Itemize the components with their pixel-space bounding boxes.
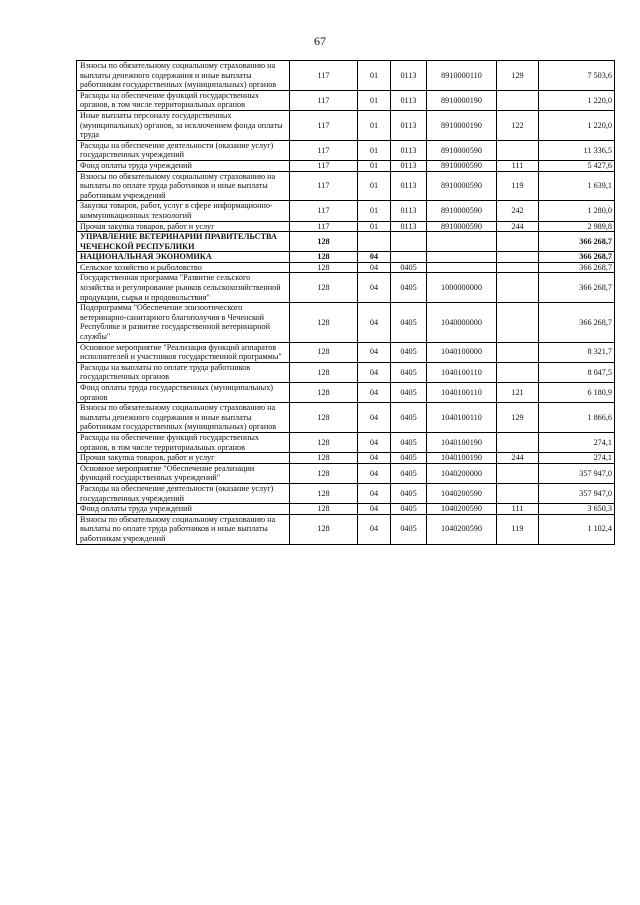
amount-cell: 3 650,3 (539, 504, 615, 515)
subsection-code-cell: 0113 (391, 61, 427, 91)
budget-table (76, 60, 615, 545)
expense-type-code-cell: 129 (497, 61, 539, 91)
row-name-cell: Основное мероприятие "Реализация функций аппаратов исполнителей и участников государственной программы" (77, 342, 290, 362)
ministry-code-cell: 128 (290, 342, 358, 362)
subsection-code-cell: 0405 (391, 273, 427, 303)
section-code-cell: 04 (358, 514, 391, 544)
amount-cell: 366 268,7 (539, 303, 615, 342)
subsection-code-cell (391, 232, 427, 252)
section-code-cell: 01 (358, 140, 391, 160)
expense-type-code-cell (497, 140, 539, 160)
expense-type-code-cell: 129 (497, 403, 539, 433)
expense-type-code-cell: 119 (497, 514, 539, 544)
subsection-code-cell: 0405 (391, 262, 427, 273)
section-code-cell: 04 (358, 273, 391, 303)
expense-type-code-cell (497, 252, 539, 263)
target-item-code-cell: 1040100190 (427, 453, 497, 464)
subsection-code-cell: 0113 (391, 160, 427, 171)
amount-cell: 357 947,0 (539, 463, 615, 483)
table-row (77, 262, 615, 273)
expense-type-code-cell: 121 (497, 383, 539, 403)
ministry-code-cell: 128 (290, 453, 358, 464)
ministry-code-cell: 117 (290, 140, 358, 160)
row-name-cell: Подпрограмма "Обеспечение эпизоотического ветеринарно-санитарного благополучия в Чеченской Республике и развитие государственной ветеринарной службы" (77, 303, 290, 342)
table-row (77, 504, 615, 515)
table-row (77, 432, 615, 452)
target-item-code-cell: 1040100190 (427, 432, 497, 452)
table-row (77, 273, 615, 303)
target-item-code-cell: 1040100000 (427, 342, 497, 362)
subsection-code-cell: 0405 (391, 383, 427, 403)
amount-cell: 1 220,0 (539, 110, 615, 140)
ministry-code-cell: 117 (290, 221, 358, 232)
amount-cell: 8 047,5 (539, 362, 615, 382)
table-row (77, 483, 615, 503)
section-code-cell: 04 (358, 303, 391, 342)
ministry-code-cell: 117 (290, 90, 358, 110)
section-code-cell: 04 (358, 453, 391, 464)
target-item-code-cell: 8910000190 (427, 110, 497, 140)
subsection-code-cell: 0113 (391, 90, 427, 110)
table-row (77, 110, 615, 140)
amount-cell: 1 639,1 (539, 171, 615, 201)
amount-cell: 11 336,5 (539, 140, 615, 160)
ministry-code-cell: 128 (290, 432, 358, 452)
amount-cell: 1 866,6 (539, 403, 615, 433)
row-name-cell: Взносы по обязательному социальному страхованию на выплаты денежного содержания и иные выплаты работникам государственных (муниципальных) органов (77, 403, 290, 433)
row-name-cell: Расходы на выплаты по оплате труда работников государственных органов (77, 362, 290, 382)
table-row (77, 463, 615, 483)
section-code-cell: 01 (358, 171, 391, 201)
subsection-code-cell: 0113 (391, 201, 427, 221)
target-item-code-cell: 1040200590 (427, 483, 497, 503)
table-row (77, 201, 615, 221)
target-item-code-cell: 1040000000 (427, 303, 497, 342)
expense-type-code-cell: 244 (497, 221, 539, 232)
target-item-code-cell: 1000000000 (427, 273, 497, 303)
table-row (77, 514, 615, 544)
section-code-cell: 04 (358, 262, 391, 273)
subsection-code-cell: 0113 (391, 221, 427, 232)
row-name-cell: Прочая закупка товаров, работ и услуг (77, 453, 290, 464)
target-item-code-cell: 1040200590 (427, 514, 497, 544)
ministry-code-cell: 117 (290, 61, 358, 91)
section-code-cell: 01 (358, 110, 391, 140)
table-row (77, 403, 615, 433)
ministry-code-cell: 128 (290, 252, 358, 263)
amount-cell: 5 427,6 (539, 160, 615, 171)
target-item-code-cell (427, 252, 497, 263)
ministry-code-cell: 128 (290, 232, 358, 252)
subsection-code-cell: 0405 (391, 463, 427, 483)
page-number: 67 (314, 34, 326, 48)
target-item-code-cell: 8910000590 (427, 221, 497, 232)
ministry-code-cell: 128 (290, 483, 358, 503)
section-code-cell: 04 (358, 432, 391, 452)
table-row (77, 171, 615, 201)
ministry-code-cell: 128 (290, 463, 358, 483)
section-code-cell: 04 (358, 483, 391, 503)
row-name-cell: Сельское хозяйство и рыболовство (77, 262, 290, 273)
subsection-code-cell: 0405 (391, 483, 427, 503)
section-code-cell: 04 (358, 342, 391, 362)
amount-cell: 366 268,7 (539, 232, 615, 252)
expense-type-code-cell (497, 273, 539, 303)
target-item-code-cell: 8910000590 (427, 201, 497, 221)
section-code-cell: 01 (358, 90, 391, 110)
section-code-cell: 01 (358, 201, 391, 221)
row-name-cell: Фонд оплаты труда государственных (муниципальных) органов (77, 383, 290, 403)
target-item-code-cell: 8910000590 (427, 160, 497, 171)
amount-cell: 8 321,7 (539, 342, 615, 362)
ministry-code-cell: 128 (290, 504, 358, 515)
amount-cell: 1 220,0 (539, 90, 615, 110)
row-name-cell: Государственная программа "Развитие сельского хозяйства и регулирование рынков сельскохозяйственной продукции, сырья и продовольствия" (77, 273, 290, 303)
row-name-cell: НАЦИОНАЛЬНАЯ ЭКОНОМИКА (77, 252, 290, 263)
expense-type-code-cell: 242 (497, 201, 539, 221)
expense-type-code-cell (497, 463, 539, 483)
ministry-code-cell: 117 (290, 110, 358, 140)
amount-cell: 1 280,0 (539, 201, 615, 221)
expense-type-code-cell: 111 (497, 160, 539, 171)
ministry-code-cell: 128 (290, 403, 358, 433)
subsection-code-cell: 0113 (391, 110, 427, 140)
row-name-cell: Расходы на обеспечение деятельности (оказание услуг) государственных учреждений (77, 140, 290, 160)
ministry-code-cell: 128 (290, 303, 358, 342)
ministry-code-cell: 128 (290, 383, 358, 403)
target-item-code-cell: 1040100110 (427, 383, 497, 403)
target-item-code-cell: 1040200590 (427, 504, 497, 515)
target-item-code-cell (427, 232, 497, 252)
row-name-cell: Расходы на обеспечение функций государственных органов, в том числе территориальных органов (77, 90, 290, 110)
subsection-code-cell: 0405 (391, 303, 427, 342)
row-name-cell: Расходы на обеспечение деятельности (оказание услуг) государственных учреждений (77, 483, 290, 503)
section-code-cell: 01 (358, 160, 391, 171)
table-row (77, 160, 615, 171)
ministry-code-cell: 128 (290, 262, 358, 273)
ministry-code-cell: 117 (290, 171, 358, 201)
row-name-cell: Закупка товаров, работ, услуг в сфере информационно-коммуникационных технологий (77, 201, 290, 221)
subsection-code-cell: 0405 (391, 453, 427, 464)
expense-type-code-cell: 244 (497, 453, 539, 464)
amount-cell: 6 180,9 (539, 383, 615, 403)
expense-type-code-cell (497, 362, 539, 382)
target-item-code-cell: 1040200000 (427, 463, 497, 483)
expense-type-code-cell (497, 232, 539, 252)
row-name-cell: Взносы по обязательному социальному страхованию на выплаты денежного содержания и иные выплаты работникам государственных (муниципальных) органов (77, 61, 290, 91)
ministry-code-cell: 117 (290, 201, 358, 221)
row-name-cell: Прочая закупка товаров, работ и услуг (77, 221, 290, 232)
amount-cell: 357 947,0 (539, 483, 615, 503)
target-item-code-cell: 1040100110 (427, 403, 497, 433)
row-name-cell: Основное мероприятие "Обеспечение реализации функций государственных учреждений" (77, 463, 290, 483)
section-code-cell: 01 (358, 61, 391, 91)
row-name-cell: УПРАВЛЕНИЕ ВЕТЕРИНАРИИ ПРАВИТЕЛЬСТВА ЧЕЧЕНСКОЙ РЕСПУБЛИКИ (77, 232, 290, 252)
table-row (77, 342, 615, 362)
amount-cell: 366 268,7 (539, 252, 615, 263)
subsection-code-cell: 0113 (391, 140, 427, 160)
expense-type-code-cell (497, 342, 539, 362)
subsection-code-cell: 0405 (391, 362, 427, 382)
row-name-cell: Фонд оплаты труда учреждений (77, 160, 290, 171)
section-code-cell: 04 (358, 252, 391, 263)
row-name-cell: Расходы на обеспечение функций государственных органов, в том числе территориальных органов (77, 432, 290, 452)
row-name-cell: Взносы по обязательному социальному страхованию на выплаты по оплате труда работников и иные выплаты работникам учреждений (77, 171, 290, 201)
amount-cell: 366 268,7 (539, 262, 615, 273)
table-row (77, 61, 615, 91)
row-name-cell: Взносы по обязательному социальному страхованию на выплаты по оплате труда работников и иные выплаты работникам учреждений (77, 514, 290, 544)
table-row (77, 303, 615, 342)
subsection-code-cell: 0405 (391, 432, 427, 452)
subsection-code-cell: 0405 (391, 514, 427, 544)
subsection-code-cell: 0405 (391, 403, 427, 433)
subsection-code-cell: 0113 (391, 171, 427, 201)
amount-cell: 7 503,6 (539, 61, 615, 91)
section-code-cell: 04 (358, 383, 391, 403)
table-row (77, 383, 615, 403)
ministry-code-cell: 128 (290, 273, 358, 303)
expense-type-code-cell: 122 (497, 110, 539, 140)
expense-type-code-cell (497, 262, 539, 273)
target-item-code-cell: 8910000110 (427, 61, 497, 91)
expense-type-code-cell (497, 432, 539, 452)
row-name-cell: Иные выплаты персоналу государственных (муниципальных) органов, за исключением фонда оплаты труда (77, 110, 290, 140)
ministry-code-cell: 128 (290, 514, 358, 544)
target-item-code-cell (427, 262, 497, 273)
section-code-cell: 04 (358, 463, 391, 483)
table-row (77, 140, 615, 160)
expense-type-code-cell (497, 483, 539, 503)
row-name-cell: Фонд оплаты труда учреждений (77, 504, 290, 515)
amount-cell: 2 989,8 (539, 221, 615, 232)
ministry-code-cell: 117 (290, 160, 358, 171)
amount-cell: 274,1 (539, 432, 615, 452)
expense-type-code-cell (497, 90, 539, 110)
amount-cell: 366 268,7 (539, 273, 615, 303)
section-code-cell: 04 (358, 362, 391, 382)
section-code-cell: 04 (358, 504, 391, 515)
target-item-code-cell: 8910000590 (427, 171, 497, 201)
table-row (77, 252, 615, 263)
table-row (77, 90, 615, 110)
subsection-code-cell: 0405 (391, 504, 427, 515)
table-row (77, 232, 615, 252)
table-row (77, 453, 615, 464)
amount-cell: 274,1 (539, 453, 615, 464)
section-code-cell (358, 232, 391, 252)
expense-type-code-cell: 111 (497, 504, 539, 515)
table-row (77, 221, 615, 232)
subsection-code-cell (391, 252, 427, 263)
table-row (77, 362, 615, 382)
section-code-cell: 04 (358, 403, 391, 433)
target-item-code-cell: 8910000190 (427, 90, 497, 110)
target-item-code-cell: 1040100110 (427, 362, 497, 382)
expense-type-code-cell (497, 303, 539, 342)
amount-cell: 1 102,4 (539, 514, 615, 544)
subsection-code-cell: 0405 (391, 342, 427, 362)
section-code-cell: 01 (358, 221, 391, 232)
ministry-code-cell: 128 (290, 362, 358, 382)
expense-type-code-cell: 119 (497, 171, 539, 201)
target-item-code-cell: 8910000590 (427, 140, 497, 160)
